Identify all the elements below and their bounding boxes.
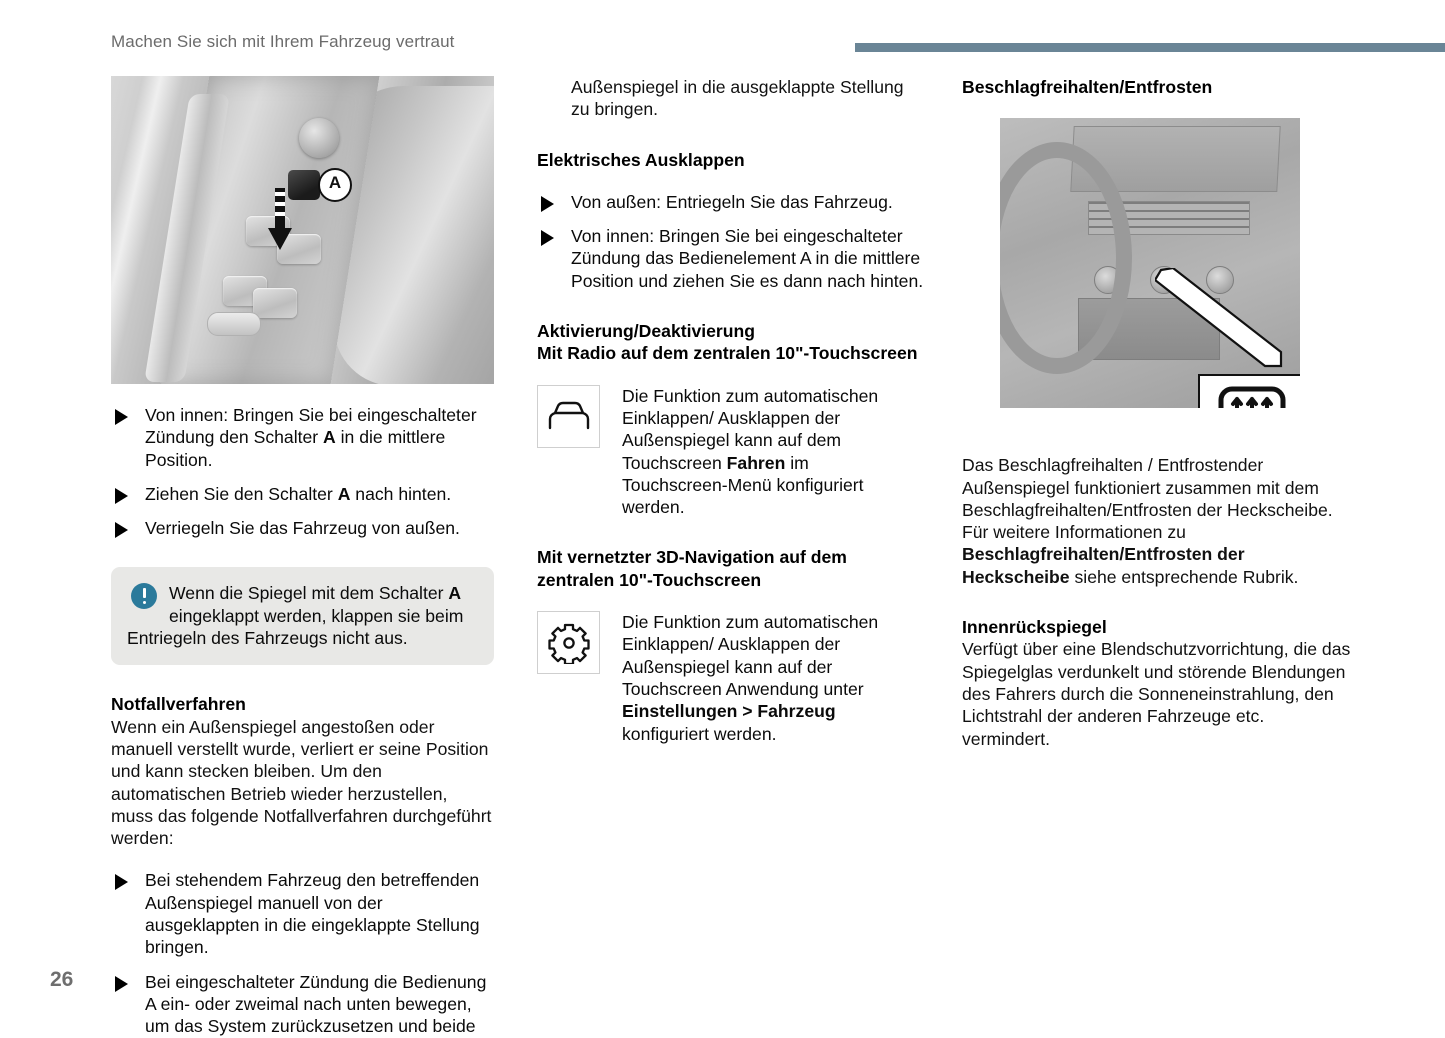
radio-config-text: Die Funktion zum automatischen Einklappen/ Ausklappen der Außenspiegel kann auf dem Touchscreen Fahren im Touchscreen-Menü konfiguriert werden. bbox=[622, 385, 879, 518]
paragraph-notfallverfahren: Wenn ein Außenspiegel angestoßen oder manuell verstellt wurde, verliert er seine Position und kann stecken bleiben. Um den automatischen Betrieb wieder herzustellen, muss das folgende Notfallverfahren durchgeführt werden: bbox=[111, 716, 492, 849]
left-column bbox=[111, 76, 494, 1038]
list-item bbox=[537, 191, 927, 213]
triangle-bullet-icon bbox=[541, 230, 554, 246]
heading-notfallverfahren: Notfallverfahren bbox=[111, 694, 246, 715]
info-note-box bbox=[111, 567, 494, 665]
list-item bbox=[111, 869, 494, 958]
triangle-bullet-icon bbox=[115, 976, 128, 992]
mirror-fold-switch bbox=[288, 170, 320, 200]
triangle-bullet-icon bbox=[541, 196, 554, 212]
car-front-icon-glyph bbox=[546, 401, 592, 431]
heading-3d-navigation-2: zentralen 10"-Touchscreen bbox=[537, 569, 762, 590]
page-number: 26 bbox=[50, 968, 74, 991]
bullet-text: Von innen: Bringen Sie bei eingeschalteter Zündung das Bedienelement A in die mittlere Position und ziehen Sie es dann nach hinten. bbox=[571, 226, 924, 291]
header-accent-rule bbox=[855, 43, 1445, 52]
paragraph-defrost: Das Beschlagfreihalten / Entfrostender Außenspiegel funktioniert zusammen mit dem Beschlagfreihalten/Entfrosten der Heckscheibe. Für weitere Informationen zu Beschlagfreihalten/Entfrosten der Heckscheibe siehe entsprechende Rubrik. bbox=[962, 455, 1333, 587]
list-item bbox=[111, 971, 494, 1038]
callout-label-a: A bbox=[318, 168, 352, 202]
window-switch-4 bbox=[253, 288, 297, 318]
bullet-text: Von innen: Bringen Sie bei eingeschalteter Zündung den Schalter A in die mittlere Position. bbox=[145, 405, 477, 470]
heading-aktivierung-deaktivierung: Aktivierung/Deaktivierung bbox=[537, 321, 756, 342]
gear-settings-icon bbox=[537, 611, 600, 674]
right-column bbox=[962, 76, 1352, 750]
left-bullet-list-emergency bbox=[111, 869, 494, 1037]
door-lock-switch bbox=[207, 312, 261, 336]
heading-innenrueckspiegel: Innenrückspiegel bbox=[962, 617, 1107, 638]
list-item bbox=[111, 404, 494, 471]
heading-elektrisches-ausklappen: Elektrisches Ausklappen bbox=[537, 149, 745, 170]
down-arrow-annotation bbox=[266, 188, 292, 258]
list-item bbox=[111, 517, 494, 539]
dashboard-defrost-photo bbox=[1000, 118, 1300, 408]
triangle-bullet-icon bbox=[115, 488, 128, 504]
middle-column bbox=[537, 76, 927, 745]
bullet-text: Bei stehendem Fahrzeug den betreffenden Außenspiegel manuell von der ausgeklappten in die eingeklappte Stellung bringen. bbox=[145, 870, 480, 958]
radio-config-block bbox=[537, 385, 927, 519]
heading-beschlagfreihalten: Beschlagfreihalten/Entfrosten bbox=[962, 77, 1213, 97]
triangle-bullet-icon bbox=[115, 874, 128, 890]
nav-config-block bbox=[537, 611, 927, 745]
triangle-bullet-icon bbox=[115, 522, 128, 538]
door-control-panel-photo bbox=[111, 76, 494, 384]
climate-knob-2 bbox=[1150, 266, 1178, 294]
mirror-adjust-dial bbox=[299, 118, 339, 158]
info-exclamation-icon bbox=[131, 583, 157, 609]
info-note-text: Wenn die Spiegel mit dem Schalter A eingeklappt werden, klappen sie beim Entriegeln des Fahrzeugs nicht aus. bbox=[127, 583, 464, 649]
list-item bbox=[537, 225, 927, 292]
page-header bbox=[0, 0, 1445, 70]
page-header-title: Machen Sie sich mit Ihrem Fahrzeug vertraut bbox=[111, 32, 455, 51]
bullet-text: Bei eingeschalteter Zündung die Bedienung A ein- oder zweimal nach unten bewegen, um das System zurückzusetzen und beide bbox=[145, 971, 487, 1037]
paragraph-innenrueckspiegel: Verfügt über eine Blendschutzvorrichtung, die das Spiegelglas verdunkelt und störende Blendungen des Fahrers durch die Sonneneinstrahlung, den Lichtstrahl der anderen Fahrzeuge etc. vermindert. bbox=[962, 639, 1351, 749]
heading-3d-navigation-1: Mit vernetzter 3D-Navigation auf dem bbox=[537, 547, 847, 568]
left-bullet-list bbox=[111, 404, 494, 539]
middle-bullet-list bbox=[537, 191, 927, 292]
rear-window-defrost-icon-glyph bbox=[1217, 383, 1291, 408]
bullet-text: Von außen: Entriegeln Sie das Fahrzeug. bbox=[571, 191, 893, 212]
bullet-text: Verriegeln Sie das Fahrzeug von außen. bbox=[145, 518, 460, 539]
bullet-text: Ziehen Sie den Schalter A nach hinten. bbox=[145, 483, 452, 504]
triangle-bullet-icon bbox=[115, 409, 128, 425]
paragraph-continuation: Außenspiegel in die ausgeklappte Stellung zu bringen. bbox=[571, 77, 904, 120]
rear-window-defrost-icon bbox=[1198, 374, 1300, 408]
gear-settings-icon-glyph bbox=[548, 622, 590, 664]
nav-config-text: Die Funktion zum automatischen Einklappen/ Ausklappen der Außenspiegel kann auf der Touchscreen Anwendung unter Einstellungen > Fahrzeug konfiguriert werden. bbox=[622, 612, 879, 744]
list-item bbox=[111, 483, 494, 505]
car-front-icon bbox=[537, 385, 600, 448]
heading-mit-radio-touchscreen: Mit Radio auf dem zentralen 10"-Touchscreen bbox=[537, 343, 918, 364]
climate-knob-3 bbox=[1206, 266, 1234, 294]
